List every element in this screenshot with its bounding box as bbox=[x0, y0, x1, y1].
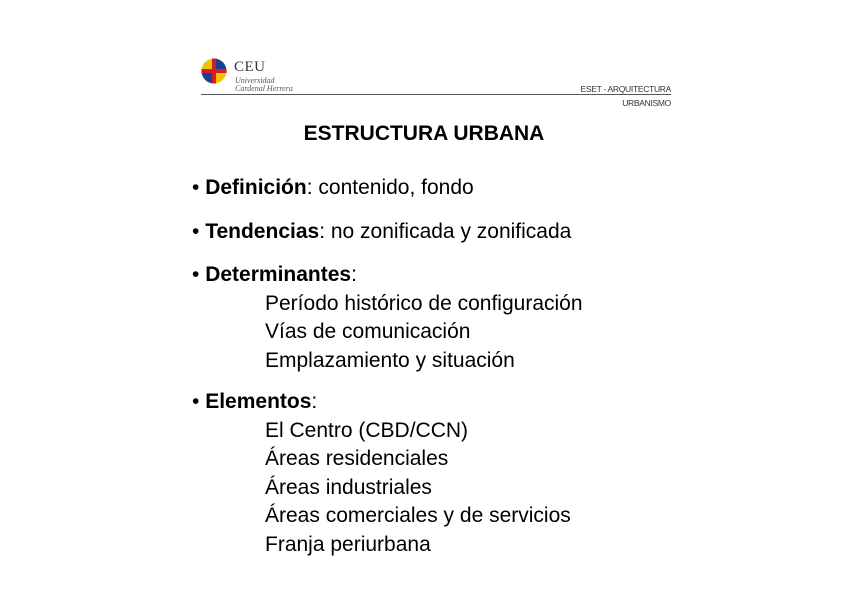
bullet-term: Tendencias bbox=[205, 219, 320, 243]
bullet-symbol: • bbox=[192, 263, 200, 286]
logo-title: CEU bbox=[234, 59, 266, 75]
slide-title: ESTRUCTURA URBANA bbox=[303, 122, 545, 145]
logo-subtitle-line1: Universidad bbox=[235, 76, 275, 85]
sub-item: Franja periurbana bbox=[265, 532, 431, 556]
header-divider bbox=[201, 94, 671, 95]
logo-subtitle-line2: Cardenal Herrera bbox=[235, 84, 293, 93]
bullet-item-tendencias bbox=[192, 218, 583, 247]
bullet-item-determinantes bbox=[192, 261, 583, 375]
bullet-text: : no zonificada y zonificada bbox=[319, 219, 572, 243]
bullet-text: : contenido, fondo bbox=[306, 176, 474, 199]
bullet-item-elementos bbox=[192, 388, 583, 559]
sub-item: El Centro (CBD/CCN) bbox=[265, 418, 469, 442]
sub-item: Emplazamiento y situación bbox=[265, 348, 515, 372]
course-label: URBANISMO bbox=[622, 98, 671, 108]
bullet-text: : bbox=[311, 390, 318, 413]
bullet-symbol: • bbox=[192, 219, 200, 243]
bullet-text: : bbox=[351, 263, 357, 286]
sub-item: Áreas industriales bbox=[265, 475, 432, 499]
bullet-symbol: • bbox=[192, 390, 200, 413]
sub-item: Vías de comunicación bbox=[265, 320, 471, 343]
bullet-term: Determinantes bbox=[205, 263, 352, 286]
bullet-symbol: • bbox=[192, 176, 200, 199]
sub-item: Áreas residenciales bbox=[265, 447, 449, 470]
bullet-term: Elementos bbox=[205, 390, 312, 413]
department-label: ESET - ARQUITECTURA bbox=[580, 84, 671, 94]
ceu-logo-icon bbox=[201, 58, 227, 84]
slide-content bbox=[192, 174, 583, 559]
sub-item: Período histórico de configuración bbox=[265, 291, 583, 315]
slide-header bbox=[201, 54, 671, 110]
sub-item: Áreas comerciales y de servicios bbox=[265, 504, 571, 527]
bullet-item-definicion bbox=[192, 174, 583, 203]
bullet-term: Definición bbox=[205, 176, 307, 199]
